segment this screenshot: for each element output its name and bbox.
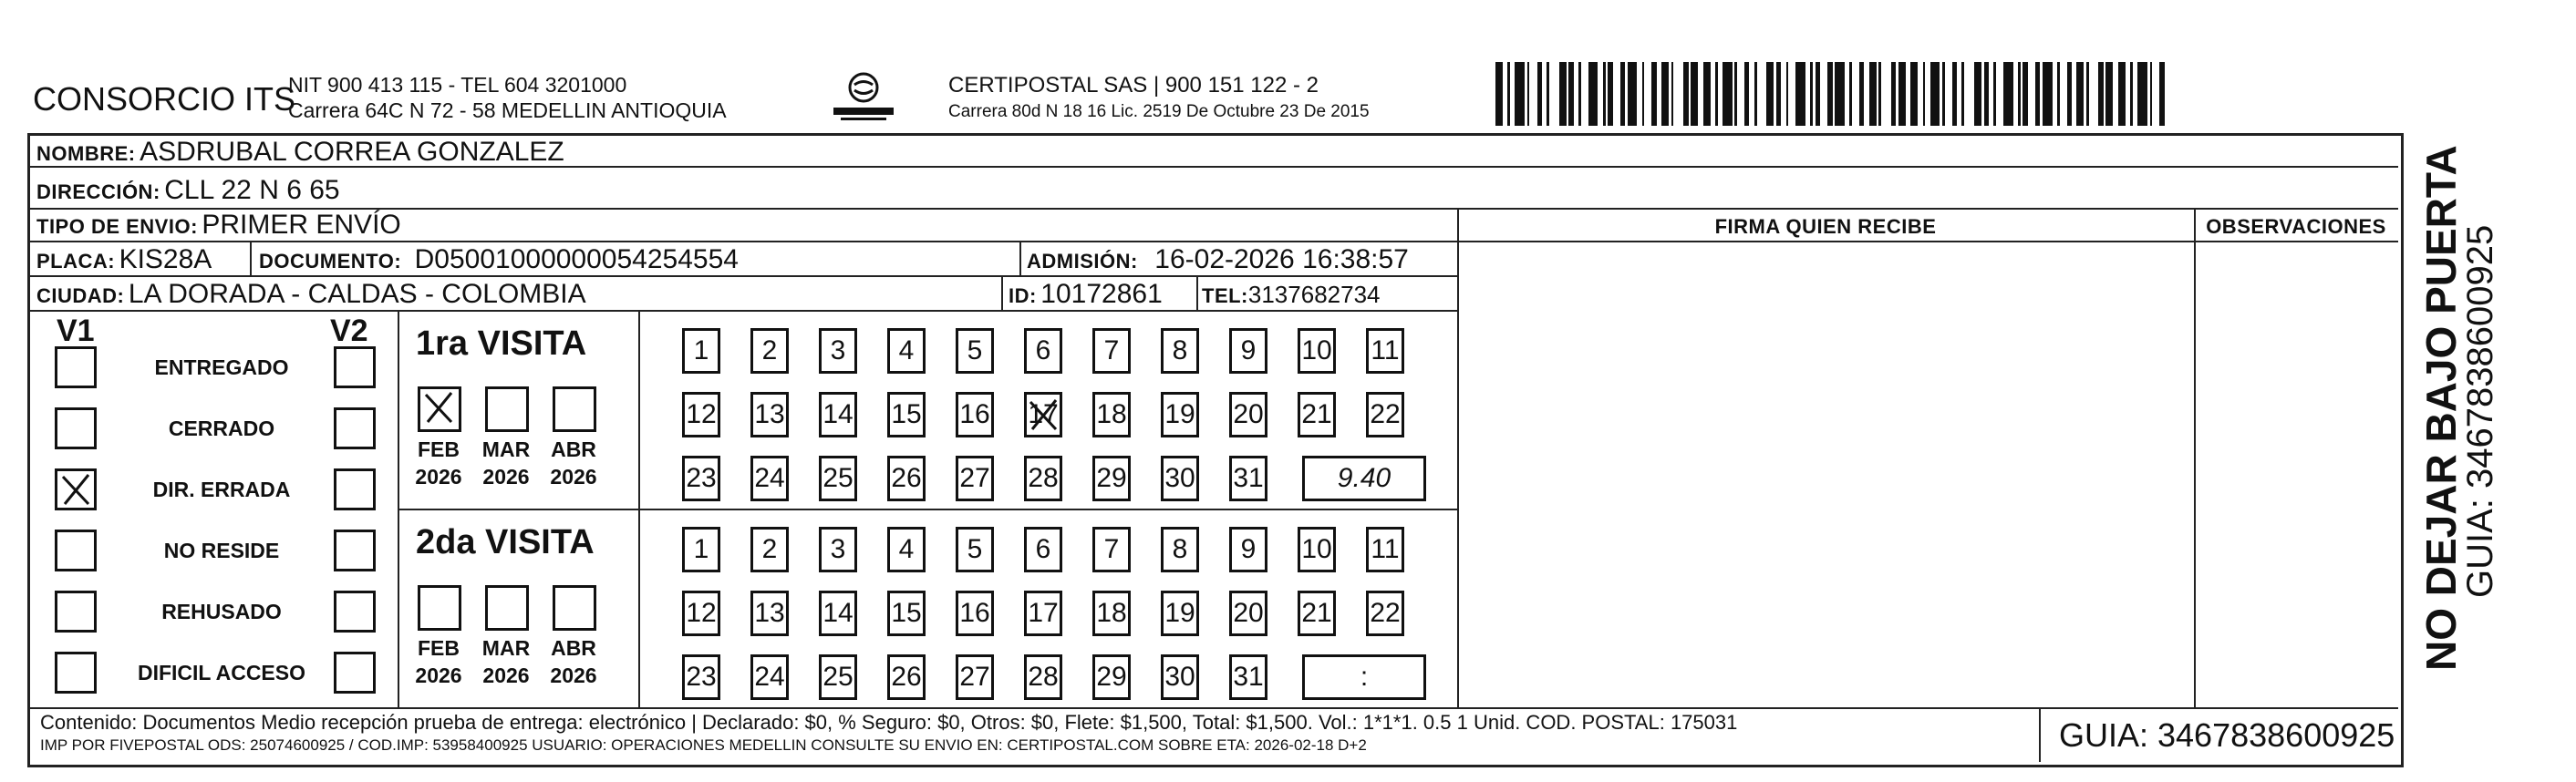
v2-checkbox[interactable]	[334, 346, 376, 388]
day-box[interactable]: 29	[1092, 456, 1131, 501]
month-checkbox[interactable]	[485, 585, 529, 631]
status-label: DIFICIL ACCESO	[137, 661, 305, 684]
day-box[interactable]: 8	[1161, 328, 1199, 374]
year-label: 2026	[482, 465, 530, 489]
ciudad-value: LA DORADA - CALDAS - COLOMBIA	[128, 279, 586, 309]
day-box[interactable]: 10	[1298, 328, 1336, 374]
day-box[interactable]: 22	[1366, 392, 1404, 437]
day-box[interactable]: 29	[1092, 654, 1131, 700]
visit-title: 1ra VISITA	[416, 324, 587, 363]
month-label: ABR	[551, 437, 596, 461]
day-box[interactable]: 17	[1024, 591, 1062, 636]
v1-checkbox[interactable]	[55, 591, 97, 633]
day-box[interactable]: 19	[1161, 392, 1199, 437]
admision-value: 16-02-2026 16:38:57	[1154, 244, 1409, 274]
v1-checkbox[interactable]	[55, 407, 97, 449]
tel-value: 3137682734	[1247, 281, 1381, 308]
day-box[interactable]: 28	[1024, 456, 1062, 501]
status-label: ENTREGADO	[154, 355, 289, 379]
day-box[interactable]: 24	[750, 654, 789, 700]
day-box[interactable]: 31	[1229, 654, 1267, 700]
carrier-address-line: Carrera 80d N 18 16 Lic. 2519 De Octubre 23 De 2015	[948, 102, 1370, 121]
day-box[interactable]: 19	[1161, 591, 1199, 636]
day-box[interactable]: 3	[819, 527, 857, 572]
day-box[interactable]: 13	[750, 591, 789, 636]
v1-checkbox[interactable]	[55, 468, 97, 510]
day-box[interactable]: 16	[956, 591, 994, 636]
id-label: ID:	[1009, 284, 1037, 307]
observaciones-header: OBSERVACIONES	[2206, 215, 2386, 238]
day-box[interactable]: 5	[956, 328, 994, 374]
check-mark-icon	[1025, 396, 1061, 433]
month-label: FEB	[418, 636, 460, 660]
ciudad-label: CIUDAD:	[36, 284, 125, 307]
documento-value: D05001000000054254554	[414, 244, 739, 274]
day-box[interactable]: 30	[1161, 654, 1199, 700]
v1-checkbox[interactable]	[55, 346, 97, 388]
footer-print-line: IMP POR FIVEPOSTAL ODS: 25074600925 / COD.IMP: 53958400925 USUARIO: OPERACIONES MEDELLIN CONSULTE SU ENVIO EN: CERTIPOSTAL.COM SOBRE ETA: 2026-02-18 D+2	[40, 736, 1367, 754]
day-box[interactable]: 8	[1161, 527, 1199, 572]
admision-label: ADMISIÓN:	[1027, 250, 1138, 273]
nombre-row	[36, 137, 564, 168]
v1-header: V1	[57, 314, 95, 348]
direccion-value: CLL 22 N 6 65	[164, 175, 340, 205]
tipo-label: TIPO DE ENVIO:	[36, 215, 198, 238]
tel-label: TEL:	[1202, 284, 1248, 307]
v2-checkbox[interactable]	[334, 407, 376, 449]
day-box[interactable]: 23	[682, 456, 720, 501]
month-checkbox[interactable]	[553, 386, 596, 432]
day-box[interactable]: 5	[956, 527, 994, 572]
day-box[interactable]: 9	[1229, 527, 1267, 572]
v2-checkbox[interactable]	[334, 591, 376, 633]
direccion-row	[36, 175, 340, 206]
v2-header: V2	[330, 314, 368, 348]
day-box[interactable]: 1	[682, 328, 720, 374]
year-label: 2026	[415, 465, 462, 489]
no-dejar-warning: NO DEJAR BAJO PUERTA	[2417, 145, 2465, 671]
visit-title: 2da VISITA	[416, 523, 595, 561]
day-box[interactable]: 1	[682, 527, 720, 572]
placa-label: PLACA:	[36, 250, 116, 273]
month-label: ABR	[551, 636, 596, 660]
day-box[interactable]: 23	[682, 654, 720, 700]
year-label: 2026	[482, 664, 530, 687]
direccion-label: DIRECCIÓN:	[36, 180, 160, 203]
time-field[interactable]: :	[1302, 654, 1426, 700]
day-box[interactable]: 7	[1092, 527, 1131, 572]
day-box[interactable]: 11	[1366, 328, 1404, 374]
day-box[interactable]: 25	[819, 654, 857, 700]
v2-checkbox[interactable]	[334, 530, 376, 571]
v1-checkbox[interactable]	[55, 652, 97, 694]
month-checkbox[interactable]	[485, 386, 529, 432]
month-label: FEB	[418, 437, 460, 461]
day-box[interactable]: 24	[750, 456, 789, 501]
side-guia: GUIA: 3467838600925	[2460, 224, 2500, 598]
status-label: DIR. ERRADA	[152, 478, 291, 501]
tel-row	[1202, 281, 1381, 309]
v1-checkbox[interactable]	[55, 530, 97, 571]
day-box[interactable]: 21	[1298, 591, 1336, 636]
day-box[interactable]: 26	[887, 456, 926, 501]
day-box[interactable]: 11	[1366, 527, 1404, 572]
day-box[interactable]: 2	[750, 328, 789, 374]
day-box[interactable]: 4	[887, 527, 926, 572]
ciudad-row	[36, 279, 586, 310]
day-box[interactable]: 15	[887, 392, 926, 437]
day-box[interactable]: 14	[819, 591, 857, 636]
day-box[interactable]: 7	[1092, 328, 1131, 374]
carrier-line: CERTIPOSTAL SAS | 900 151 122 - 2	[948, 73, 1319, 98]
day-box[interactable]: 2	[750, 527, 789, 572]
year-label: 2026	[550, 465, 597, 489]
day-box[interactable]: 3	[819, 328, 857, 374]
day-box[interactable]: 27	[956, 456, 994, 501]
day-box[interactable]: 16	[956, 392, 994, 437]
v2-checkbox[interactable]	[334, 652, 376, 694]
id-row	[1009, 279, 1163, 310]
nombre-value: ASDRUBAL CORREA GONZALEZ	[140, 137, 564, 167]
day-box[interactable]: 10	[1298, 527, 1336, 572]
day-box[interactable]: 13	[750, 392, 789, 437]
day-box[interactable]: 26	[887, 654, 926, 700]
day-box[interactable]: 27	[956, 654, 994, 700]
day-box[interactable]: 20	[1229, 591, 1267, 636]
day-box[interactable]: 30	[1161, 456, 1199, 501]
day-box[interactable]: 4	[887, 328, 926, 374]
day-box[interactable]: 20	[1229, 392, 1267, 437]
documento-row	[259, 244, 739, 275]
status-label: REHUSADO	[161, 600, 282, 623]
day-box[interactable]: 6	[1024, 328, 1062, 374]
day-box[interactable]: 9	[1229, 328, 1267, 374]
tipo-row	[36, 210, 401, 241]
day-box[interactable]: 28	[1024, 654, 1062, 700]
barcode	[1495, 62, 2170, 126]
status-label: CERRADO	[168, 417, 275, 440]
day-box[interactable]: 6	[1024, 527, 1062, 572]
day-box[interactable]: 14	[819, 392, 857, 437]
company-nit-line: NIT 900 413 115 - TEL 604 3201000	[288, 73, 627, 97]
footer-guia: GUIA: 3467838600925	[2059, 716, 2395, 754]
day-box[interactable]: 12	[682, 591, 720, 636]
day-box[interactable]: 21	[1298, 392, 1336, 437]
month-checkbox[interactable]	[418, 386, 461, 432]
time-field[interactable]: 9.40	[1302, 456, 1426, 501]
admision-row	[1027, 244, 1409, 275]
id-value: 10172861	[1040, 279, 1163, 309]
status-label: NO RESIDE	[163, 539, 280, 562]
day-box[interactable]: 25	[819, 456, 857, 501]
day-box[interactable]: 18	[1092, 591, 1131, 636]
day-box[interactable]: 18	[1092, 392, 1131, 437]
month-label: MAR	[481, 636, 531, 660]
documento-label: DOCUMENTO:	[259, 250, 402, 273]
placa-row	[36, 244, 212, 275]
month-label: MAR	[481, 437, 531, 461]
year-label: 2026	[415, 664, 462, 687]
nombre-label: NOMBRE:	[36, 142, 136, 165]
day-box[interactable]: 22	[1366, 591, 1404, 636]
month-checkbox[interactable]	[553, 585, 596, 631]
v2-checkbox[interactable]	[334, 468, 376, 510]
firma-header: FIRMA QUIEN RECIBE	[1714, 215, 1937, 238]
day-box[interactable]: 15	[887, 591, 926, 636]
year-label: 2026	[550, 664, 597, 687]
placa-value: KIS28A	[119, 244, 212, 274]
day-box[interactable]: 12	[682, 392, 720, 437]
company-name: CONSORCIO ITS	[33, 80, 296, 118]
day-box[interactable]: 31	[1229, 456, 1267, 501]
certipostal-logo	[832, 69, 895, 124]
footer-content-line: Contenido: Documentos Medio recepción prueba de entrega: electrónico | Declarado: $0, % Seguro: $0, Otros: $0, Flete: $1,500, Total: $1,500. Vol.: 1*1*1. 0.5 1 Unid. COD. POSTAL: 175031	[40, 711, 1738, 734]
day-number: 17	[1028, 399, 1059, 429]
tipo-value: PRIMER ENVÍO	[202, 210, 401, 240]
day-box[interactable]	[1024, 392, 1062, 437]
company-address-line: Carrera 64C N 72 - 58 MEDELLIN ANTIOQUIA	[288, 98, 727, 122]
month-checkbox[interactable]	[418, 585, 461, 631]
